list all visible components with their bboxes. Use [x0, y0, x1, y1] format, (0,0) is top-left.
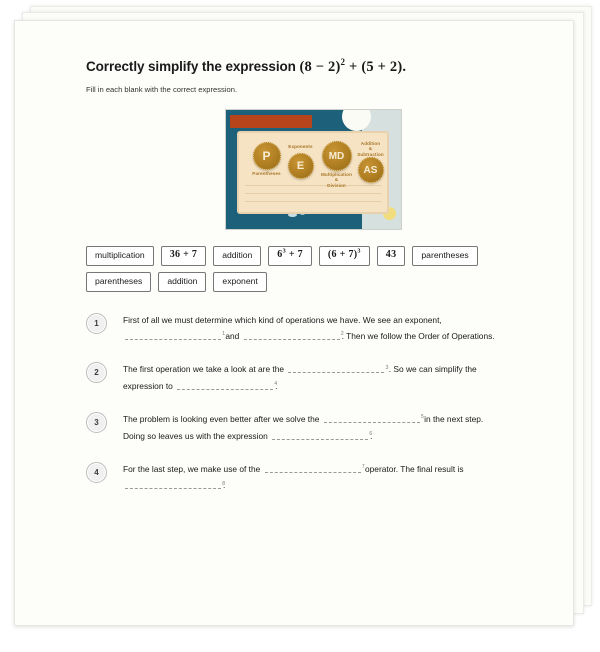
- answer-blank[interactable]: [125, 330, 221, 340]
- chip-label: addition: [222, 250, 253, 261]
- question-text: [123, 461, 501, 494]
- illustration-container: [86, 109, 540, 230]
- coin-label-multiplication-division: [315, 172, 359, 188]
- coin-label-exponents: Exponents: [288, 144, 313, 150]
- illustration-card: [237, 131, 389, 214]
- word-bank-chip[interactable]: [319, 246, 370, 266]
- title-expression-base: (8 − 2): [299, 59, 341, 75]
- question-number-badge: 4: [86, 462, 107, 483]
- word-bank-chip[interactable]: [213, 246, 261, 266]
- word-bank-chip[interactable]: [412, 246, 477, 266]
- coin-label-as-line1: Addition: [360, 141, 381, 147]
- page-title: [86, 58, 540, 78]
- coin-exponents-icon: [288, 153, 314, 179]
- coin-label-md-line1: Multiplication: [320, 172, 352, 178]
- question-text-segment: First of all we must determine which kind of operations we have. We see an exponent,: [123, 314, 442, 325]
- question-text-segment: in the next step. Doing so leaves us with the expression: [123, 414, 484, 441]
- question-text-segment: and: [223, 331, 242, 342]
- chip-exponent: 3: [282, 247, 287, 255]
- question-text: [123, 312, 501, 345]
- coin-p-letter: P: [262, 149, 271, 164]
- question-text-segment: .: [275, 380, 278, 391]
- illustration-red-bar: [230, 115, 312, 128]
- coin-label-md-line3: Division: [327, 182, 346, 188]
- coin-label-parentheses: Parentheses: [252, 171, 281, 177]
- question-item: [86, 361, 540, 394]
- title-expression-tail: + (5 + 2).: [345, 59, 407, 75]
- word-bank-chip[interactable]: [86, 246, 154, 266]
- chip-exponent: 3: [357, 247, 361, 255]
- page-title-text: Correctly simplify the expression: [86, 59, 300, 74]
- coin-parentheses-icon: [253, 142, 281, 170]
- question-text-segment: The first operation we take a look at are the: [123, 364, 287, 375]
- question-item: [86, 411, 540, 444]
- word-bank: [86, 246, 540, 266]
- answer-blank[interactable]: [177, 380, 273, 390]
- chip-label: parentheses: [421, 250, 469, 261]
- question-text-segment: For the last step, we make use of the: [123, 464, 263, 474]
- answer-blank[interactable]: [265, 463, 361, 473]
- answer-blank[interactable]: [244, 330, 340, 340]
- question-text: [123, 411, 501, 444]
- coin-label-as-line3: Subtraction: [357, 151, 384, 157]
- word-bank-chip[interactable]: [268, 246, 312, 266]
- coin-addition-subtraction-icon: [358, 157, 384, 183]
- chip-base: (6 + 7): [327, 249, 358, 261]
- word-bank-chip[interactable]: [213, 272, 266, 292]
- coin-label-md-line2: &: [334, 177, 339, 183]
- chip-label: exponent: [222, 275, 258, 286]
- question-text-segment: .: [223, 480, 226, 491]
- question-item: [86, 312, 540, 345]
- question-text-segment: operator. The final result is: [362, 464, 464, 474]
- question-number-badge: 3: [86, 412, 107, 433]
- question-item: [86, 461, 540, 494]
- chip-label: parentheses: [95, 275, 143, 286]
- word-bank-chip[interactable]: [377, 246, 406, 266]
- answer-blank[interactable]: [288, 363, 384, 373]
- pemdas-illustration: [225, 109, 402, 230]
- word-bank-chip[interactable]: [158, 272, 206, 292]
- word-bank-chip[interactable]: [86, 272, 151, 292]
- question-text-segment: .: [370, 430, 373, 441]
- coin-md-letter: MD: [328, 150, 345, 162]
- coin-label-as-line2: &: [368, 146, 373, 152]
- coin-as-letter: AS: [363, 164, 378, 176]
- chip-tail: + 7: [286, 249, 303, 261]
- coin-e-letter: E: [296, 160, 305, 173]
- questions-list: [86, 312, 540, 494]
- worksheet-page: [14, 20, 574, 626]
- coin-multiplication-division-icon: [322, 141, 352, 171]
- chip-label: multiplication: [95, 250, 145, 261]
- chip-label: 43: [385, 249, 397, 261]
- chip-label: 36 + 7: [169, 249, 198, 261]
- coin-label-addition-subtraction: [352, 141, 389, 157]
- word-bank-chip[interactable]: [161, 246, 207, 266]
- question-number-badge: 1: [86, 313, 107, 334]
- answer-blank[interactable]: [272, 430, 368, 440]
- question-text: [123, 361, 501, 394]
- question-text-segment: . So we can simplify the expression to: [123, 364, 477, 391]
- question-text-segment: . Then we follow the Order of Operations.: [341, 331, 495, 342]
- answer-blank[interactable]: [324, 413, 420, 423]
- word-bank-row-2: [86, 272, 540, 292]
- chip-label: addition: [167, 275, 198, 286]
- title-expression: [299, 59, 406, 75]
- answer-blank[interactable]: [125, 479, 221, 489]
- chip-base: 6: [277, 249, 283, 261]
- question-number-badge: 2: [86, 362, 107, 383]
- instruction-text: Fill in each blank with the correct expression.: [86, 84, 238, 94]
- question-text-segment: The problem is looking even better after we solve the: [123, 414, 322, 425]
- title-expression-exponent: 2: [340, 57, 346, 68]
